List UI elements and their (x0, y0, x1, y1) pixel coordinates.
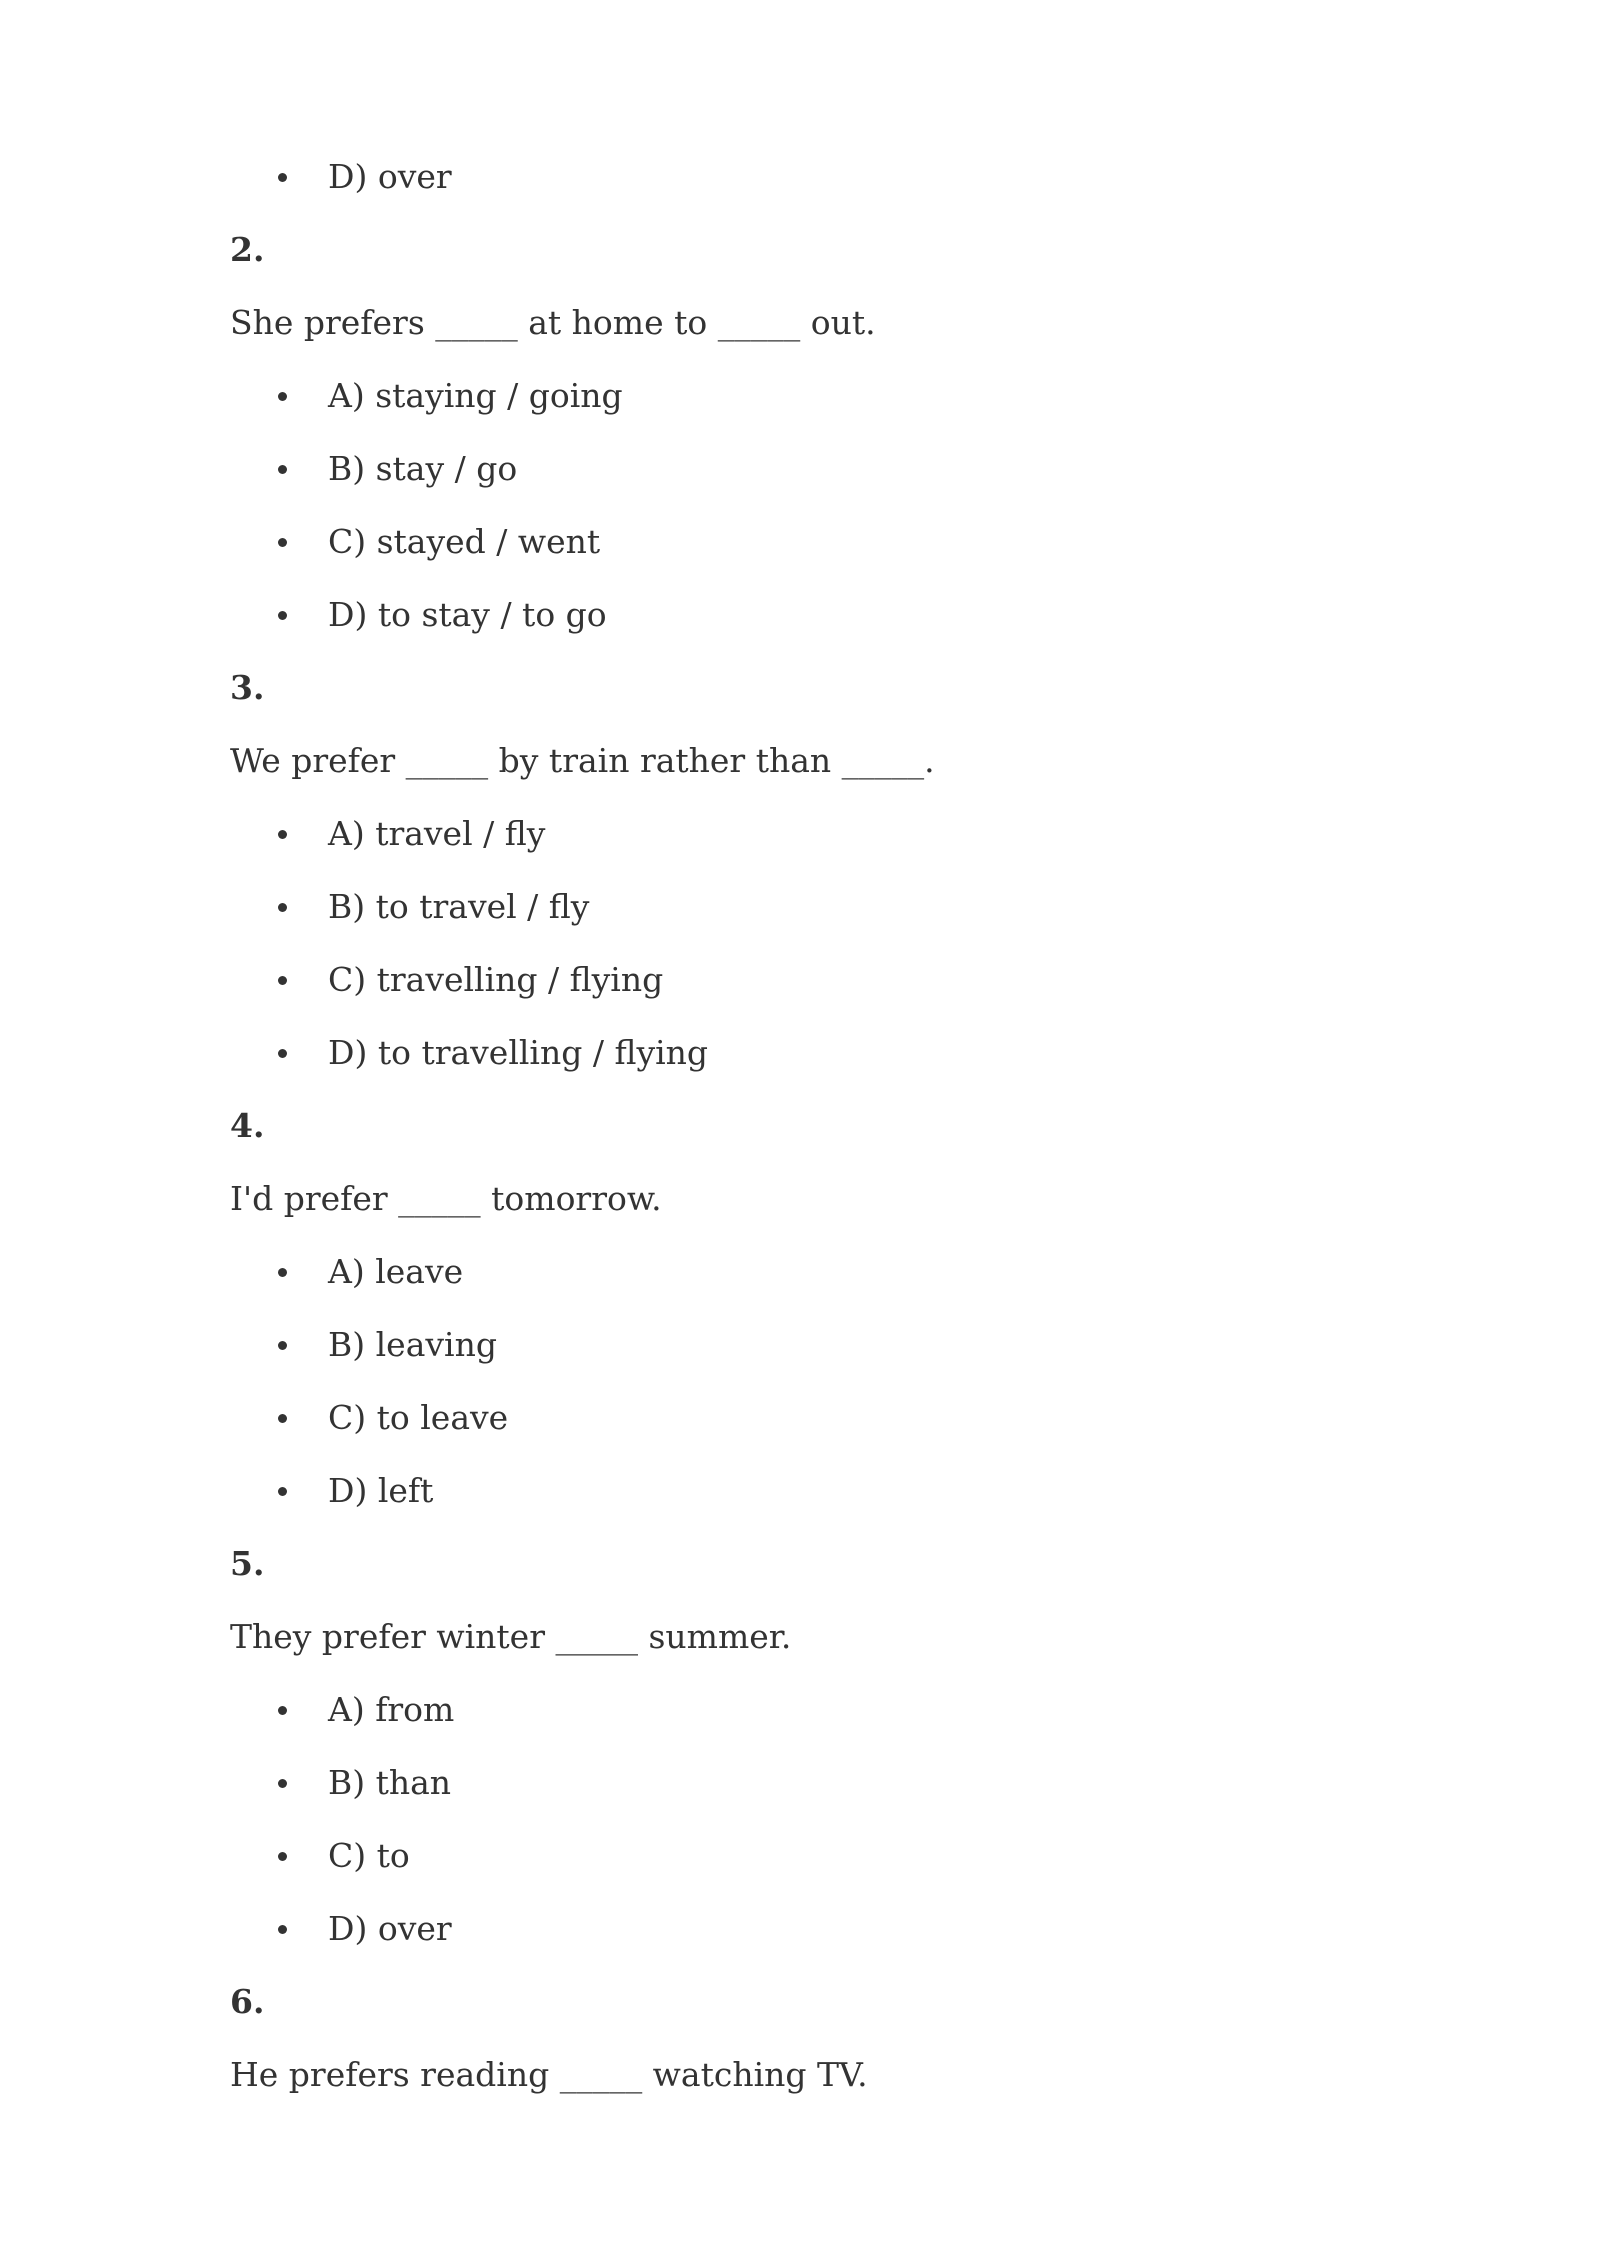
option-q5-c (230, 1826, 1430, 1899)
bullet-icon (278, 1341, 287, 1350)
option-text: D) to travelling / flying (328, 1033, 709, 1072)
bullet-icon (278, 1852, 287, 1861)
option-text: B) leaving (328, 1325, 497, 1364)
option-text: D) over (328, 1909, 452, 1948)
option-q2-a (230, 366, 1430, 439)
bullet-icon (278, 1414, 287, 1423)
bullet-icon (278, 392, 287, 401)
option-text: B) than (328, 1763, 452, 1802)
option-q3-a (230, 804, 1430, 877)
bullet-icon (278, 976, 287, 985)
option-q5-b (230, 1753, 1430, 1826)
option-text: C) travelling / flying (328, 960, 664, 999)
option-text: A) from (328, 1690, 455, 1729)
option-q3-b (230, 877, 1430, 950)
option-text: D) left (328, 1471, 434, 1510)
bullet-icon (278, 1049, 287, 1058)
bullet-icon (278, 903, 287, 912)
bullet-icon (278, 538, 287, 547)
option-text: B) to travel / fly (328, 887, 590, 926)
option-text: A) travel / fly (328, 814, 546, 853)
bullet-icon (278, 611, 287, 620)
option-q4-a (230, 1242, 1430, 1315)
bullet-icon (278, 1779, 287, 1788)
bullet-icon (278, 1487, 287, 1496)
option-q2-c (230, 512, 1430, 585)
option-q4-d (230, 1461, 1430, 1534)
bullet-icon (278, 465, 287, 474)
bullet-icon (278, 173, 287, 182)
option-text: A) staying / going (328, 376, 623, 415)
option-q3-d (230, 1023, 1430, 1096)
option-text: A) leave (328, 1252, 464, 1291)
option-q4-b (230, 1315, 1430, 1388)
question-stem-4: I'd prefer _____ tomorrow. (230, 1179, 662, 1218)
question-number-2: 2. (230, 230, 265, 269)
option-text: C) to (328, 1836, 410, 1875)
question-stem-2: She prefers _____ at home to _____ out. (230, 303, 876, 342)
bullet-icon (278, 1925, 287, 1934)
question-stem-3: We prefer _____ by train rather than _____. (230, 741, 935, 780)
option-q5-a (230, 1680, 1430, 1753)
question-stem-6: He prefers reading _____ watching TV. (230, 2055, 868, 2094)
option-q5-d (230, 1899, 1430, 1972)
bullet-icon (278, 1706, 287, 1715)
option-q2-b (230, 439, 1430, 512)
option-q1-d (230, 147, 1430, 220)
option-text: D) to stay / to go (328, 595, 607, 634)
bullet-icon (278, 1268, 287, 1277)
option-text: B) stay / go (328, 449, 518, 488)
question-number-3: 3. (230, 668, 265, 707)
option-text: C) to leave (328, 1398, 509, 1437)
question-number-4: 4. (230, 1106, 265, 1145)
question-stem-5: They prefer winter _____ summer. (230, 1617, 792, 1656)
question-number-5: 5. (230, 1544, 265, 1583)
question-number-6: 6. (230, 1982, 265, 2021)
quiz-content (230, 147, 1430, 2118)
option-q2-d (230, 585, 1430, 658)
option-text: C) stayed / went (328, 522, 601, 561)
bullet-icon (278, 830, 287, 839)
option-q3-c (230, 950, 1430, 1023)
option-text: D) over (328, 157, 452, 196)
option-q4-c (230, 1388, 1430, 1461)
